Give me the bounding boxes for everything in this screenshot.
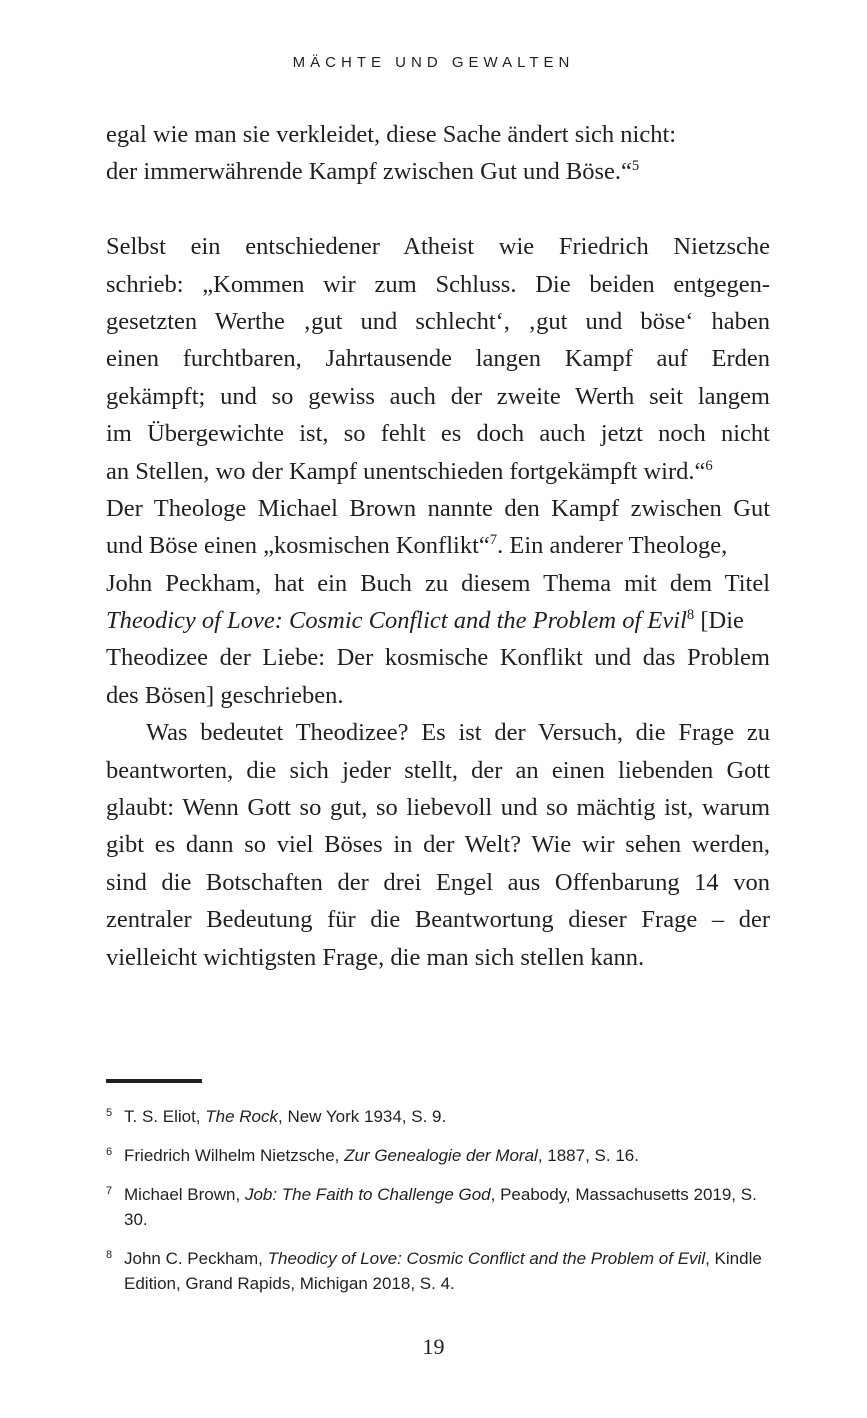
page-number: 19 [422, 1334, 445, 1359]
text-line: egal wie man sie verkleidet, diese Sache ändert sich nicht: [106, 121, 677, 148]
book-title: Theodicy of Love: Cosmic Conflict and the Problem of Evil [267, 1249, 706, 1268]
text-line: schrieb: „Kommen wir zum Schluss. Die beiden entgegen- [106, 270, 770, 298]
text-span: und Böse einen „kosmischen Konflikt“ [106, 532, 490, 560]
footnote-text [124, 1104, 770, 1129]
text-line: Theodizee der Liebe: Der kosmische Konflikt und das Problem [106, 644, 770, 672]
text-span: der immerwährende Kampf zwischen Gut und Böse.“ [106, 158, 632, 186]
book-title: Theodicy of Love: Cosmic Conflict and the Problem of Evil [106, 607, 687, 635]
text-line: gekämpft; und so gewiss auch der zweite Werth seit langem [106, 382, 770, 410]
text-line [106, 453, 770, 490]
main-text [106, 116, 770, 976]
text-line: gesetzten Werthe ‚gut und schlecht‘, ‚gut und böse‘ haben [106, 307, 770, 335]
footnote-number: 5 [106, 1107, 113, 1119]
text-line: Was bedeutet Theodizee? Es ist der Versuch, die Frage zu [146, 719, 770, 747]
footnote-text [124, 1246, 770, 1296]
text-line: des Bösen] geschrieben. [106, 681, 344, 709]
text-span: Michael Brown, [124, 1185, 245, 1204]
text-span: . Ein anderer Theologe, [497, 532, 728, 560]
footnote-number: 6 [106, 1146, 113, 1158]
text-line: zentraler Bedeutung für die Beantwortung dieser Frage – der [106, 906, 770, 934]
text-line: gibt es dann so viel Böses in der Welt? Wie wir sehen werden, [106, 831, 770, 859]
text-span: an Stellen, wo der Kampf unentschieden fortgekämpft wird.“ [106, 457, 706, 485]
text-line: einen furchtbaren, Jahrtausende langen Kampf auf Erden [106, 345, 770, 373]
text-span: Friedrich Wilhelm Nietzsche, [124, 1146, 345, 1165]
footnote-number: 7 [106, 1185, 113, 1197]
text-line: glaubt: Wenn Gott so gut, so liebevoll und so mächtig ist, warum [106, 794, 770, 822]
footnotes [106, 1104, 770, 1310]
footnote-item [106, 1182, 770, 1232]
text-line: Selbst ein entschiedener Atheist wie Friedrich Nietzsche [106, 233, 770, 261]
footnote-number: 8 [106, 1249, 113, 1261]
book-title: Zur Genealogie der Moral [344, 1146, 538, 1165]
text-line [106, 602, 770, 639]
footnote-divider [106, 1079, 202, 1083]
text-span: [Die [694, 607, 744, 635]
footnote-ref[interactable]: 5 [631, 158, 640, 175]
text-line: beantworten, die sich jeder stellt, der an einen liebenden Gott [106, 756, 770, 784]
paragraph-2 [106, 228, 770, 714]
footnote-text [124, 1143, 770, 1168]
footnote-item [106, 1246, 770, 1296]
text-span: T. S. Eliot, [124, 1107, 206, 1126]
paragraph-1 [106, 116, 770, 191]
text-line: vielleicht wichtigsten Frage, die man sich stellen kann. [106, 943, 645, 971]
text-line: im Übergewichte ist, so fehlt es doch auch jetzt noch nicht [106, 420, 770, 448]
footnote-ref[interactable]: 7 [489, 532, 498, 549]
text-line: sind die Botschaften der drei Engel aus Offenbarung 14 von [106, 868, 770, 896]
text-span: , Kindle Edition, Grand Rapids, Michigan 2018, S. 4. [124, 1249, 762, 1293]
paragraph-gap [106, 191, 770, 228]
text-line: John Peckham, hat ein Buch zu diesem Thema mit dem Titel [106, 569, 770, 597]
footnote-text [124, 1182, 770, 1232]
running-head: MÄCHTE UND GEWALTEN [292, 54, 575, 71]
footnote-item [106, 1104, 770, 1129]
text-span: , 1887, S. 16. [537, 1146, 639, 1165]
text-line: Der Theologe Michael Brown nannte den Kampf zwischen Gut [106, 494, 770, 522]
footnote-ref[interactable]: 8 [686, 606, 695, 623]
text-line [106, 527, 770, 564]
footnote-ref[interactable]: 6 [705, 457, 713, 474]
text-span: , New York 1934, S. 9. [278, 1107, 447, 1126]
book-title: Job: The Faith to Challenge God [244, 1185, 491, 1204]
paragraph-3 [106, 714, 770, 976]
text-span: John C. Peckham, [124, 1249, 268, 1268]
book-title: The Rock [205, 1107, 278, 1126]
text-span: , Peabody, Massachusetts 2019, S. 30. [124, 1185, 757, 1229]
footnote-item [106, 1143, 770, 1168]
text-line [106, 153, 770, 190]
